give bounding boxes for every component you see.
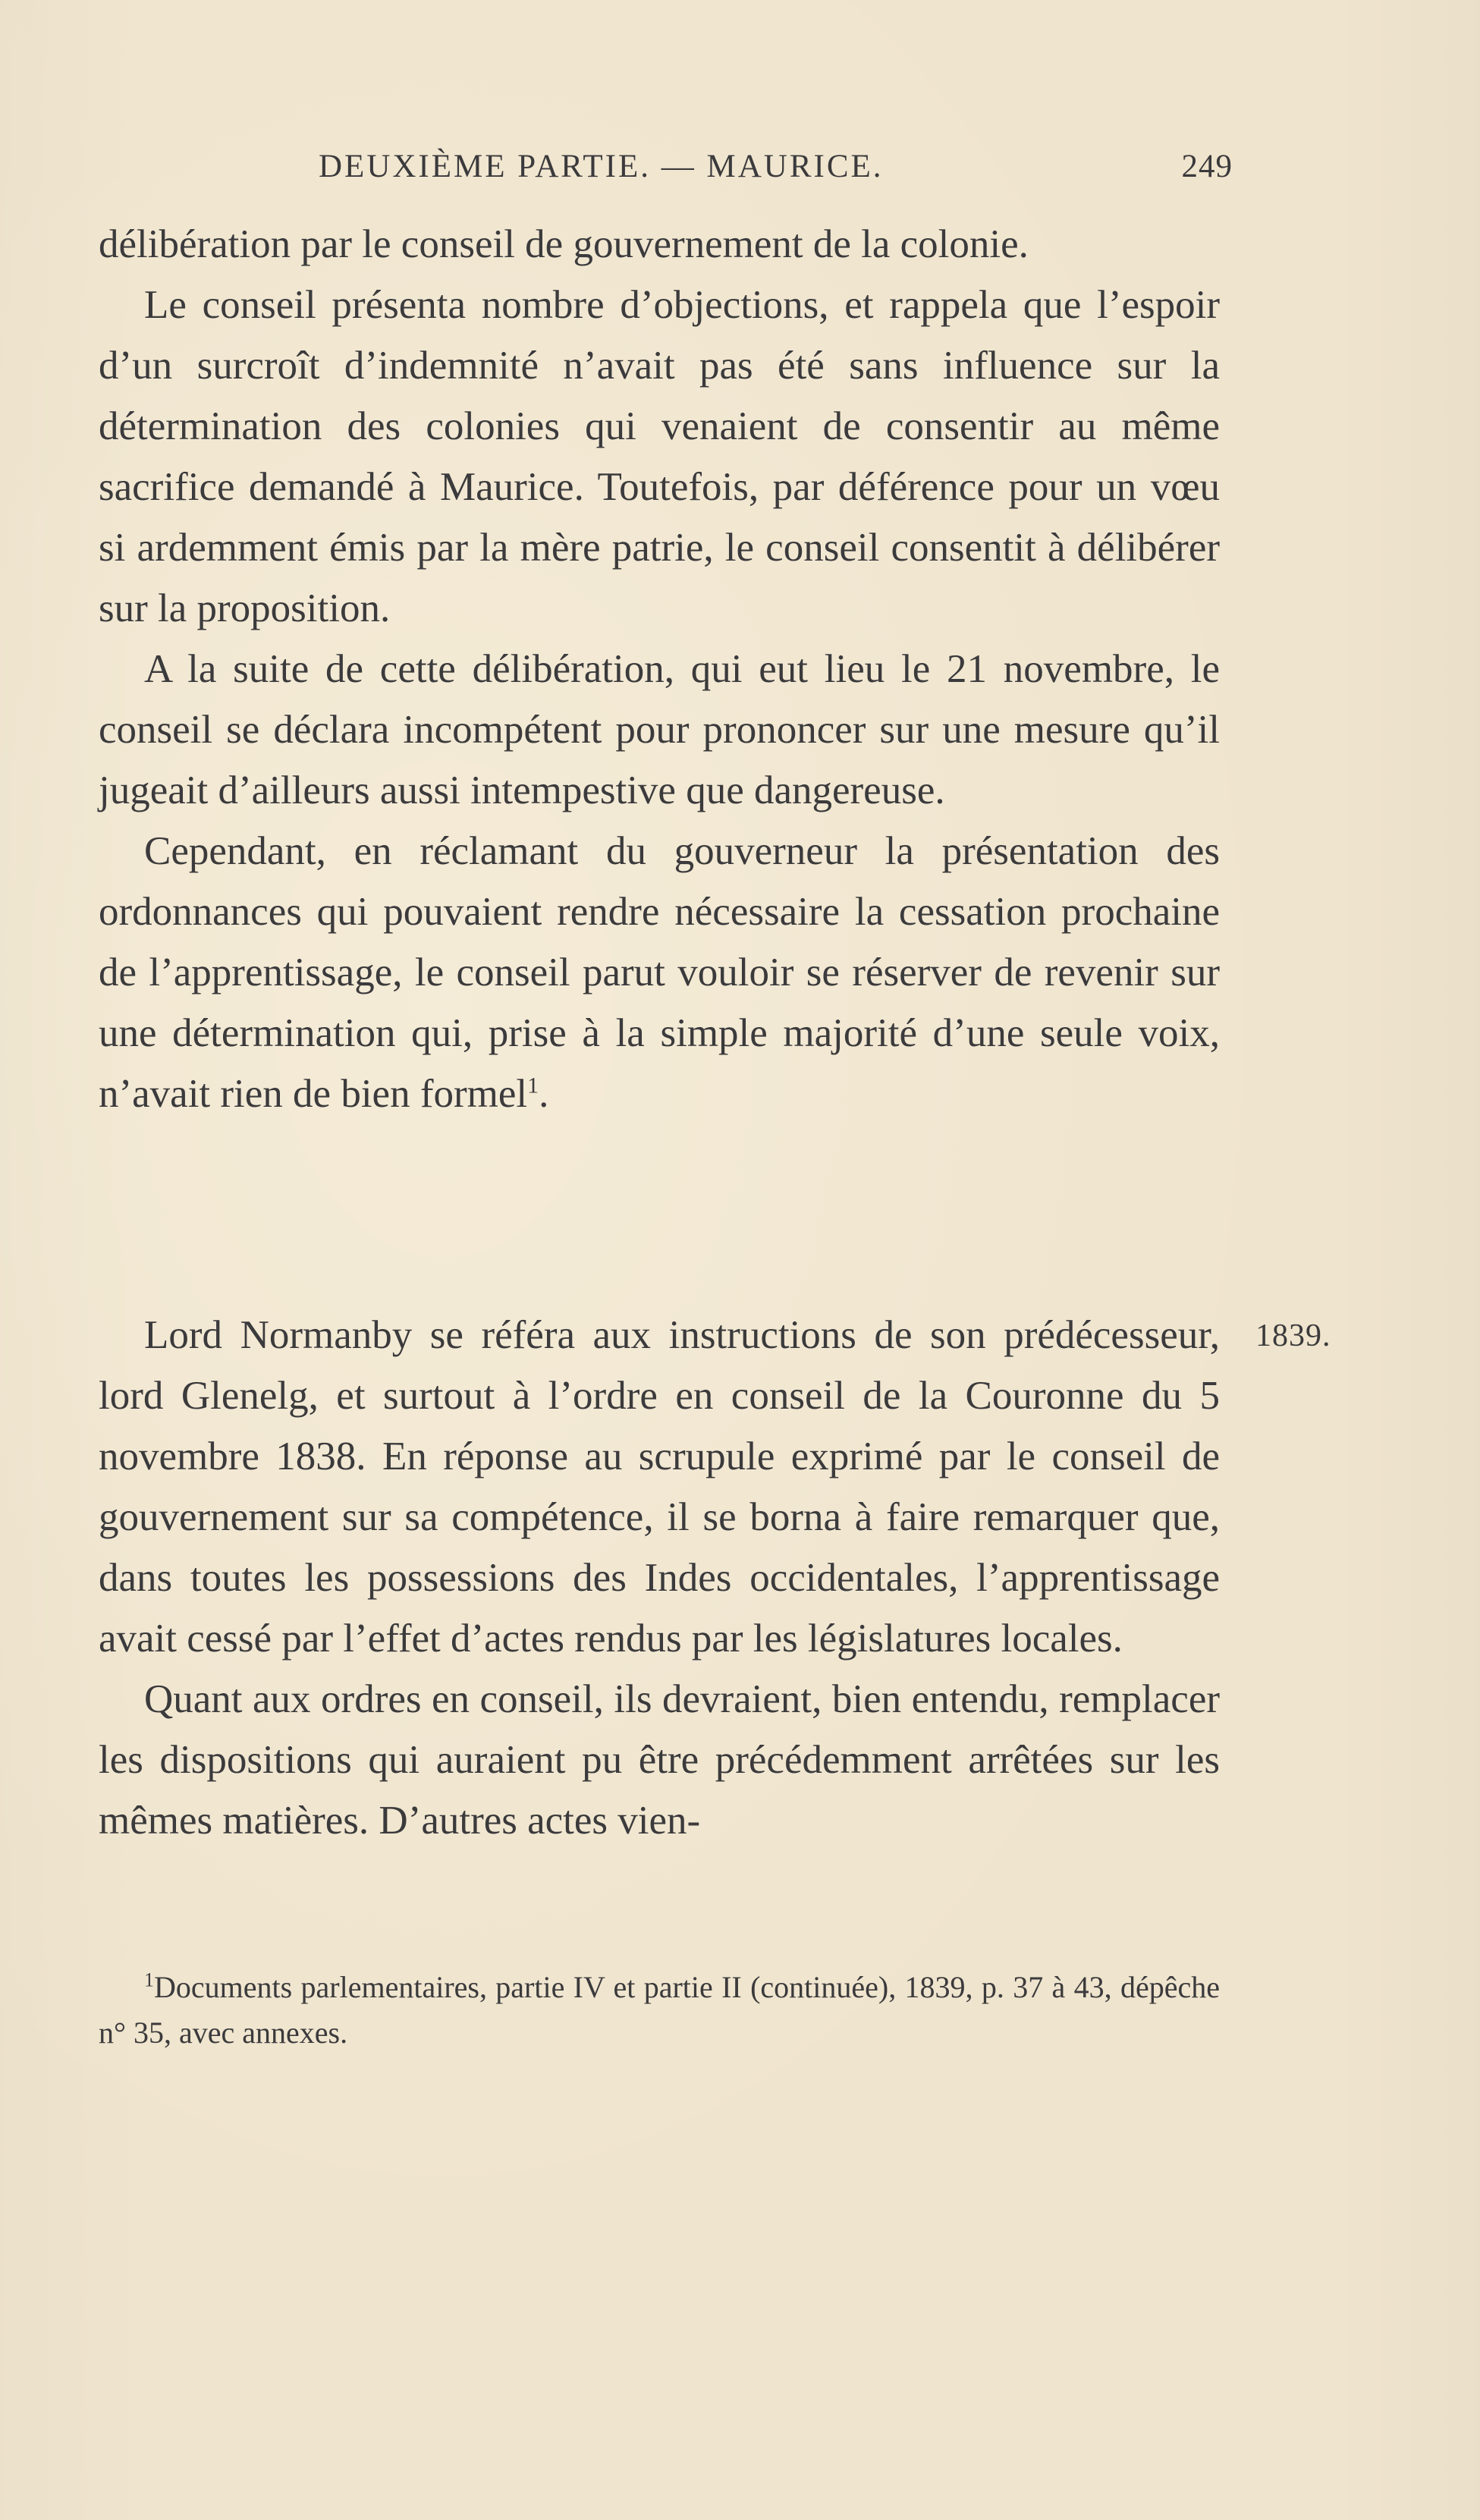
footnote-marker: 1	[144, 1969, 154, 1991]
paragraph-cependant-end: .	[539, 1072, 549, 1116]
paragraph-cependant	[99, 821, 1220, 1124]
page-number: 249	[1181, 149, 1233, 184]
footnote	[99, 1965, 1220, 2056]
margin-date: 1839.	[1255, 1318, 1331, 1353]
text-block-lower	[99, 1305, 1220, 1851]
footnote-text: Documents parlementaires, partie IV et partie II (continuée), 1839, p. 37 à 43, dépêche n° 35, avec annexes.	[99, 1970, 1220, 2050]
paragraph-council-objections: Le conseil présenta nombre d’objections, et rappela que l’espoir d’un surcroît d’indemnité n’avait pas été sans influence sur la détermination des colonies qui venaient de consentir au même sacrifice demandé à Maurice. Toutefois, par déférence pour un vœu si ardemment émis par la mère patrie, le conseil consentit à délibérer sur la proposition.	[99, 283, 1220, 630]
running-head	[99, 148, 1233, 193]
paragraph-ordres-en-conseil: Quant aux ordres en conseil, ils devraient, bien entendu, remplacer les dispositions qui auraient pu être précédemment arrêtées sur les mêmes matières. D’autres actes vien-	[99, 1677, 1220, 1843]
running-title: DEUXIÈME PARTIE. — MAURICE.	[319, 149, 884, 184]
text-block-upper	[99, 214, 1220, 1124]
paragraph-deliberation: A la suite de cette délibération, qui eut lieu le 21 novembre, le conseil se déclara incompétent pour prononcer sur une mesure qu’il jugeait d’ailleurs aussi intempestive que dangereuse.	[99, 647, 1220, 812]
paragraph-continuation: délibération par le conseil de gouvernement de la colonie.	[99, 222, 1029, 266]
footnote-reference: 1	[527, 1073, 539, 1098]
paragraph-lord-normanby: Lord Normanby se référa aux instructions de son prédécesseur, lord Glenelg, et surtout à l’ordre en conseil de la Couronne du 5 novembre 1838. En réponse au scrupule exprimé par le conseil de gouvernement sur sa compétence, il se borna à faire remarquer que, dans toutes les possessions des Indes occidentales, l’apprentissage avait cessé par l’effet d’actes rendus par les législatures locales.	[99, 1313, 1220, 1661]
paragraph-cependant-text: Cependant, en réclamant du gouverneur la présentation des ordonnances qui pouvaient rendre nécessaire la cessation prochaine de l’apprentissage, le conseil parut vouloir se réserver de revenir sur une détermination qui, prise à la simple majorité d’une seule voix, n’avait rien de bien formel	[99, 829, 1220, 1116]
